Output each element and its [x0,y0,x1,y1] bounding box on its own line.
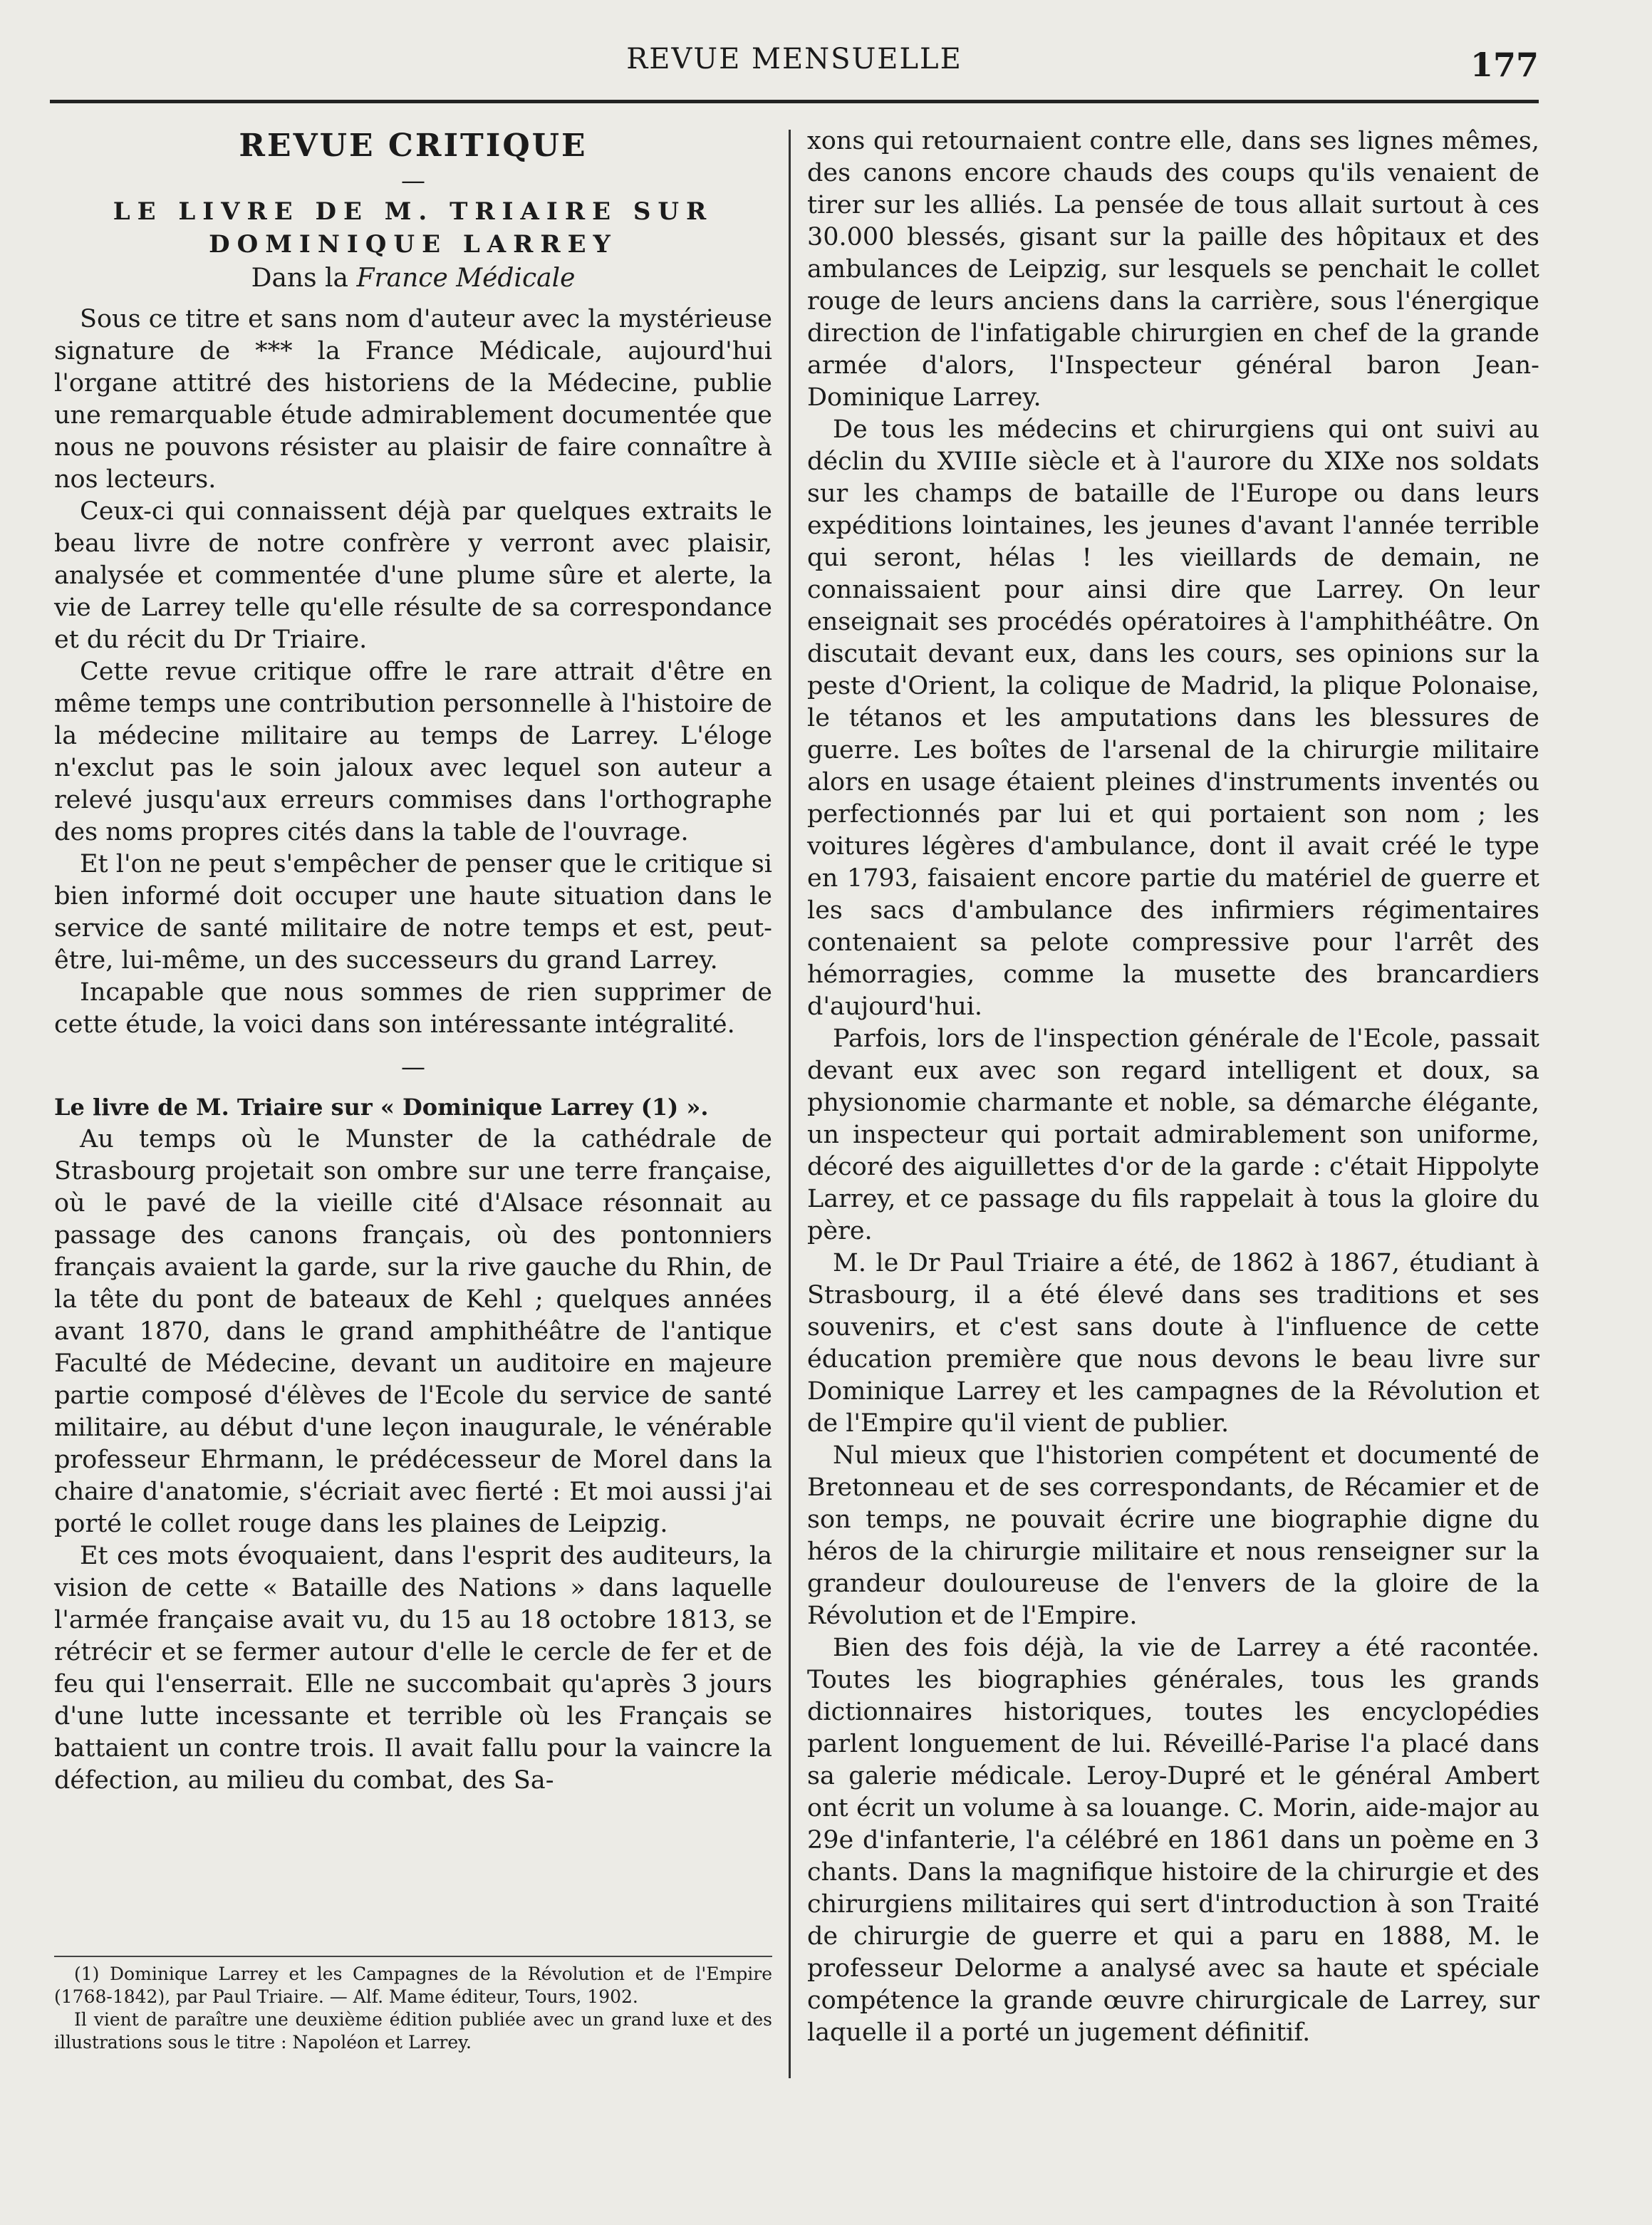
intro-paragraph-1: Sous ce titre et sans nom d'auteur avec la mystérieuse signature de *** la France Médicale, aujourd'hui l'organe attitré des historiens de la Médecine, publie une remarquable étude admirablement documentée que nous ne pouvons résister au plaisir de faire connaître à nos lecteurs. [54,305,772,494]
footnote-1: (1) Dominique Larrey et les Campagnes de la Révolution et de l'Empire (1768-1842), par Paul Triaire. — Alf. Mame éditeur, Tours, 1902. [54,1964,772,2007]
column-divider [789,130,791,2078]
source-journal: France Médicale [356,264,576,293]
footnote-rule [54,1956,772,1957]
right-paragraph-4: Nul mieux que l'historien compétent et documenté de Bretonneau et de ses correspondants, de Récamier et de son temps, ne pouvait écrire une biographie digne du héros de la chirurgie militaire et nous renseigner sur la grandeur douloureuse de l'envers de la gloire de la Révolution et de l'Empire. [807,1441,1539,1630]
left-column [54,125,772,1797]
source-line [54,261,772,296]
body-paragraph-1: Au temps où le Munster de la cathédrale de Strasbourg projetait son ombre sur une terre française, où le pavé de la vieille cité d'Alsace résonnait au passage des canons français, où des pontonniers français avaient la garde, sur la rive gauche du Rhin, de la tête du pont de bateaux de Kehl ; quelques années avant 1870, dans le grand amphithéâtre de l'antique Faculté de Médecine, devant un auditoire en majeure partie composé d'élèves de l'Ecole du service de santé militaire, au début d'une leçon inaugurale, le vénérable professeur Ehrmann, le prédécesseur de Morel dans la chaire d'anatomie, s'écriait avec fierté : Et moi aussi j'ai porté le collet rouge dans les plaines de Leipzig. [54,1125,772,1538]
right-paragraph-3: M. le Dr Paul Triaire a été, de 1862 à 1867, étudiant à Strasbourg, il a été élevé dans ses traditions et ses souvenirs, et c'est sans doute à l'influence de cette éducation première que nous devons le beau livre sur Dominique Larrey et les campagnes de la Révolution et de l'Empire qu'il vient de publier. [807,1249,1539,1438]
intro-paragraph-4: Et l'on ne peut s'empêcher de penser que le critique si bien informé doit occuper une haute situation dans le service de santé militaire de notre temps et est, peut-être, lui-même, un des successeurs du grand Larrey. [54,850,772,975]
footnote-2: Il vient de paraître une deuxième édition publiée avec un grand luxe et des illustrations sous le titre : Napoléon et Larrey. [54,2009,772,2053]
intro-paragraph-5: Incapable que nous sommes de rien supprimer de cette étude, la voici dans son intéressante intégralité. [54,978,772,1039]
right-paragraph-1: De tous les médecins et chirurgiens qui ont suivi au déclin du XVIIIe siècle et à l'aurore du XIXe nos soldats sur les champs de bataille de l'Europe ou dans leurs expéditions lointaines, les jeunes d'avant l'année terrible qui seront, hélas ! les vieillards de demain, ne connaissaient pour ainsi dire que Larrey. On leur enseignait ses procédés opératoires à l'amphithéâtre. On discutait devant eux, dans les cours, ses opinions sur la peste d'Orient, la colique de Madrid, la plique Polonaise, le tétanos et les amputations dans les blessures de guerre. Les boîtes de l'arsenal de la chirurgie militaire alors en usage étaient pleines d'instruments inventés ou perfectionnés par lui et qui portaient son nom ; les voitures légères d'ambulance, dont il avait créé le type en 1793, faisaient encore partie du matériel de guerre et les sacs d'ambulance des infirmiers régimentaires contenaient sa pelote compressive pour l'arrêt des hémorragies, comme la musette des brancardiers d'aujourd'hui. [807,415,1539,1021]
running-title: REVUE MENSUELLE [626,43,962,76]
right-paragraph-5: Bien des fois déjà, la vie de Larrey a été racontée. Toutes les biographies générales, tous les grands dictionnaires historiques, toutes les encyclopédies parlent longuement de lui. Réveillé-Parise l'a placé dans sa galerie médicale. Leroy-Dupré et le général Ambert ont écrit un volume à sa louange. C. Morin, aide-major au 29e d'infanterie, l'a célébré en 1861 dans un poème en 3 chants. Dans la magnifique histoire de la chirurgie et des chirurgiens militaires qui sert d'introduction à son Traité de chirurgie de guerre et qui a paru en 1888, M. le professeur Delorme a analysé avec sa haute et spéciale compétence la grande œuvre chirurgicale de Larrey, sur laquelle il a porté un jugement définitif. [807,1634,1539,2047]
body-paragraph-2: Et ces mots évoquaient, dans l'esprit des auditeurs, la vision de cette « Bataille des Nations » dans laquelle l'armée française avait vu, du 15 au 18 octobre 1813, se rétrécir et se fermer autour d'elle le cercle de fer et de feu qui l'enserrait. Elle ne succombait qu'après 3 jours d'une lutte incessante et terrible où les Français se battaient un contre trois. Il avait fallu pour la vaincre la défection, au milieu du combat, des Sa- [54,1542,772,1795]
header-rule [50,100,1539,103]
right-column [807,125,1539,2049]
page-number: 177 [1470,46,1539,84]
intro-paragraph-2: Ceux-ci qui connaissent déjà par quelques extraits le beau livre de notre confrère y verront avec plaisir, analysée et commentée d'une plume sûre et alerte, la vie de Larrey telle qu'elle résulte de sa correspondance et du récit du Dr Triaire. [54,497,772,654]
title-dash: — [401,167,425,195]
right-paragraph-2: Parfois, lors de l'inspection générale de l'Ecole, passait devant eux avec son regard intelligent et doux, sa physionomie charmante et noble, sa démarche élégante, un inspecteur qui portait admirablement son uniforme, décoré des aiguillettes d'or de la garde : c'était Hippolyte Larrey, et ce passage du fils rappelait à tous la gloire du père. [807,1025,1539,1245]
article-subtitle: Le livre de M. Triaire sur « Dominique Larrey (1) ». [54,1094,709,1121]
intro-paragraph-3: Cette revue critique offre le rare attrait d'être en même temps une contribution personnelle à l'histoire de la médecine militaire au temps de Larrey. L'éloge n'exclut pas le soin jaloux avec lequel son auteur a relevé jusqu'aux erreurs commises dans l'orthographe des noms propres cités dans la table de l'ouvrage. [54,658,772,846]
continued-paragraph: xons qui retournaient contre elle, dans ses lignes mêmes, des canons encore chauds des coups qu'ils venaient de tirer sur les alliés. La pensée de tous allait surtout à ces 30.000 blessés, gisant sur la paille des hôpitaux et des ambulances de Leipzig, sur lesquels se penchait le collet rouge de leurs anciens dans la carrière, sous l'énergique direction de l'infatigable chirurgien en chef de la grande armée d'alors, l'Inspecteur général baron Jean-Dominique Larrey. [807,127,1539,412]
running-head [50,37,1539,87]
footnote [54,1963,772,2054]
source-prefix: Dans la [251,264,357,293]
section-title: REVUE CRITIQUE [239,128,588,164]
article-title: LE LIVRE DE M. TRIAIRE SUR DOMINIQUE LARREY [113,197,714,259]
section-separator: — [401,1053,425,1082]
